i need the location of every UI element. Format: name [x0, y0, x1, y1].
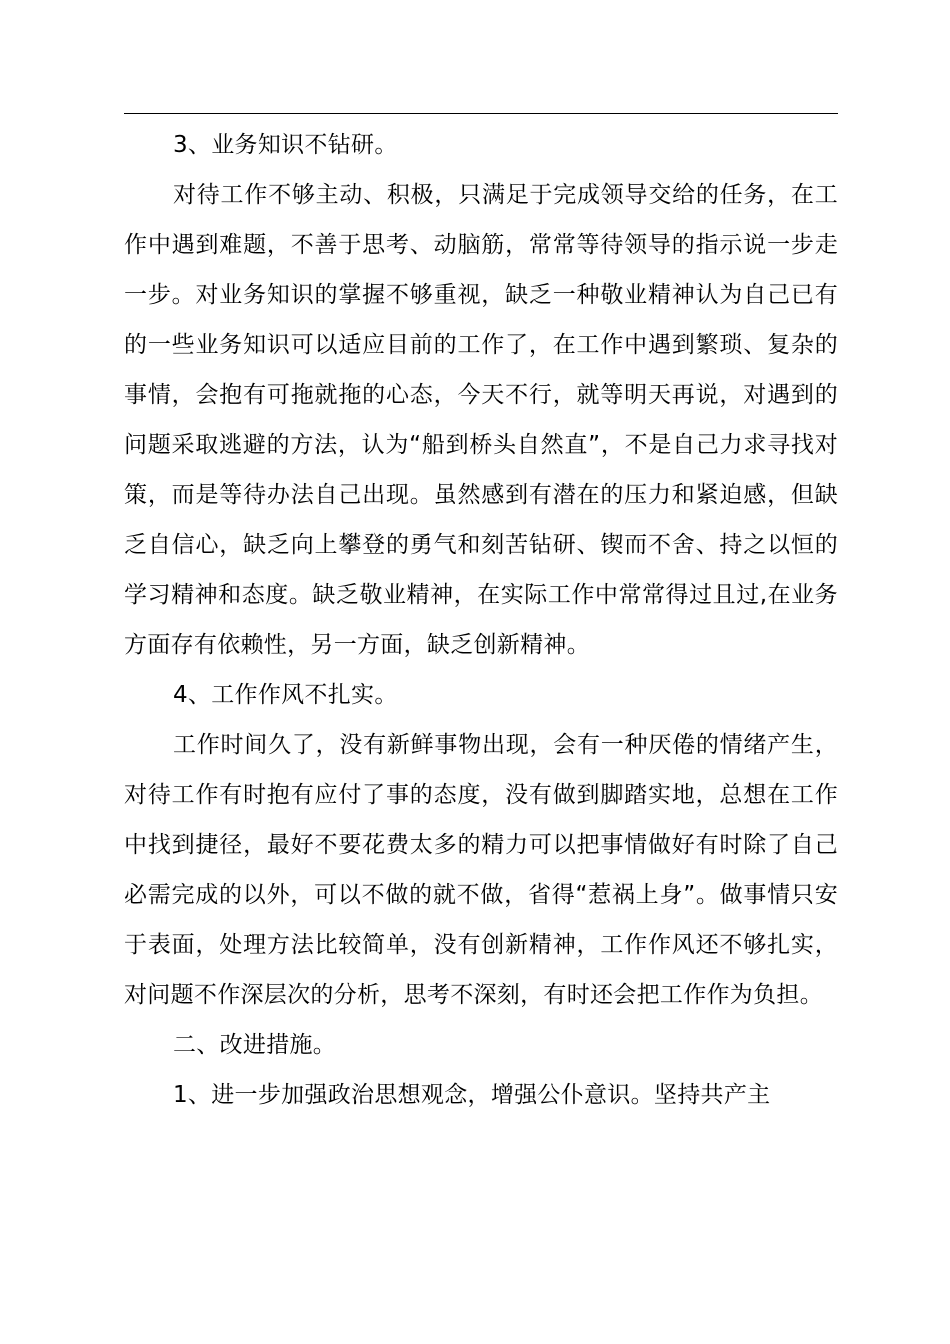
- section-heading-4: 4、工作作风不扎实。: [173, 682, 398, 708]
- paragraph-improvement-1: 1、进一步加强政治思想观念，增强公仆意识。坚持共产主: [173, 1082, 771, 1108]
- header-rule: [124, 113, 838, 114]
- section-heading-3: 3、业务知识不钻研。: [173, 132, 398, 158]
- document-body: [124, 120, 838, 1120]
- paragraph-work-style: 工作时间久了，没有新鲜事物出现，会有一种厌倦的情绪产生，对待工作有时抱有应付了事的态度，没有做到脚踏实地，总想在工作中找到捷径，最好不要花费太多的精力可以把事情做好有时除了自己必需完成的以外，可以不做的就不做，省得“惹祸上身”。做事情只安于表面，处理方法比较简单，没有创新精神，工作作风还不够扎实，对问题不作深层次的分析，思考不深刻，有时还会把工作作为负担。: [124, 732, 838, 1008]
- paragraph-business-knowledge: 对待工作不够主动、积极，只满足于完成领导交给的任务，在工作中遇到难题，不善于思考、动脑筋，常常等待领导的指示说一步走一步。对业务知识的掌握不够重视，缺乏一种敬业精神认为自己已有的一些业务知识可以适应目前的工作了，在工作中遇到繁琐、复杂的事情，会抱有可拖就拖的心态，今天不行，就等明天再说，对遇到的问题采取逃避的方法，认为“船到桥头自然直”，不是自己力求寻找对策，而是等待办法自己出现。虽然感到有潜在的压力和紧迫感，但缺乏自信心，缺乏向上攀登的勇气和刻苦钻研、锲而不舍、持之以恒的学习精神和态度。缺乏敬业精神，在实际工作中常常得过且过,在业务方面存有依赖性，另一方面，缺乏创新精神。: [124, 182, 838, 658]
- section-heading-improvement: 二、改进措施。: [173, 1032, 337, 1058]
